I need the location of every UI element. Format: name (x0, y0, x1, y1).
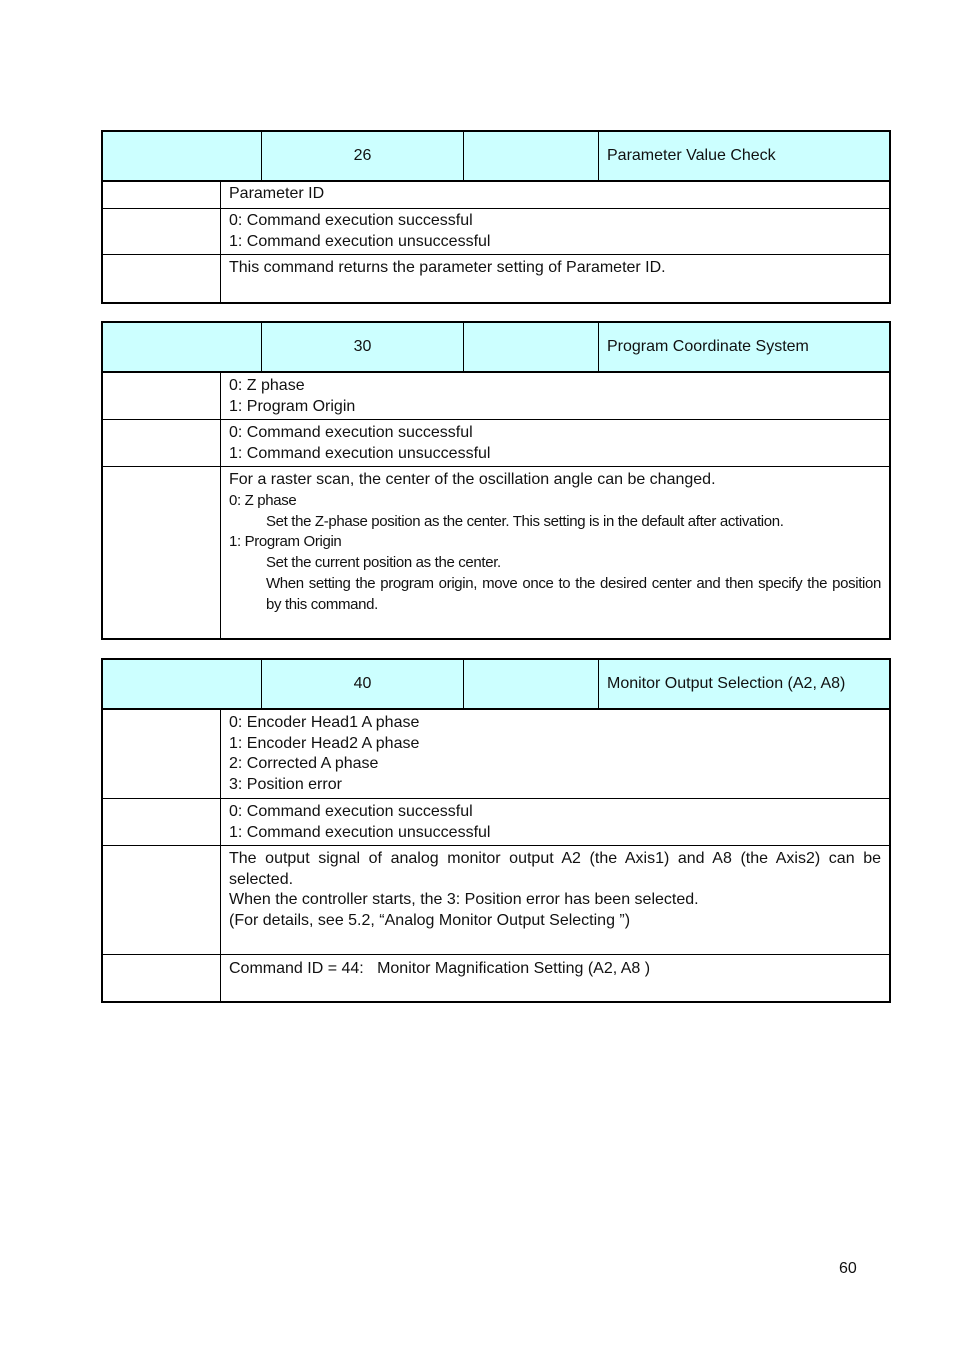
command-40-header (103, 660, 889, 709)
row-label (103, 710, 221, 798)
description-value (221, 255, 889, 302)
command-26-table (101, 130, 891, 304)
param-line: 1: Encoder Head2 A phase (229, 734, 420, 752)
header-label-cell (464, 132, 599, 180)
description-row (103, 466, 889, 638)
command-id: 26 (262, 132, 464, 180)
description-row (103, 254, 889, 302)
header-label-cell (464, 660, 599, 708)
param-line: 3: Position error (229, 775, 342, 793)
description-text: This command returns the parameter setting of Parameter ID. (229, 259, 666, 276)
return-line: 1: Command execution unsuccessful (229, 823, 491, 841)
param-line: Parameter ID (229, 185, 325, 202)
row-label (103, 846, 221, 954)
header-label-cell (103, 132, 262, 180)
param-value (221, 182, 889, 208)
return-value (221, 799, 889, 845)
return-value (221, 209, 889, 254)
param-value (221, 710, 889, 798)
description-value (221, 846, 889, 954)
return-row (103, 798, 889, 845)
description-text: (For details, see 5.2, “Analog Monitor Output Selecting ”) (229, 911, 631, 929)
row-label (103, 373, 221, 419)
row-label (103, 420, 221, 466)
param-row (103, 372, 889, 419)
command-26-header (103, 132, 889, 181)
header-label-cell (103, 660, 262, 708)
param-line: 0: Encoder Head1 A phase (229, 714, 420, 731)
description-text: When the controller starts, the 3: Position error has been selected. (229, 891, 699, 908)
command-40-table (101, 658, 891, 1003)
option-label: 0: Z phase (229, 491, 297, 509)
row-label (103, 209, 221, 254)
return-line: 1: Command execution unsuccessful (229, 232, 491, 250)
command-30-table (101, 321, 891, 640)
param-line: 1: Program Origin (229, 397, 356, 415)
row-label (103, 955, 221, 1001)
row-label (103, 182, 221, 208)
option-label: 1: Program Origin (229, 533, 342, 551)
command-30-header (103, 323, 889, 372)
header-label-cell (464, 323, 599, 371)
option-text: When setting the program origin, move once to the desired center and then specify the position by this command. (266, 574, 881, 613)
return-line: 0: Command execution successful (229, 803, 473, 820)
description-row (103, 845, 889, 954)
command-title: Monitor Output Selection (A2, A8) (607, 675, 846, 692)
param-value (221, 373, 889, 419)
related-text: Command ID = 44: Monitor Magnification Setting (A2, A8 ) (229, 960, 651, 977)
return-line: 0: Command execution successful (229, 424, 473, 441)
row-label (103, 799, 221, 845)
option-text: Set the current position as the center. (266, 554, 501, 572)
command-title: Parameter Value Check (607, 147, 776, 164)
command-id: 30 (262, 323, 464, 371)
param-row (103, 709, 889, 798)
command-id: 40 (262, 660, 464, 708)
header-label-cell (103, 323, 262, 371)
description-text: The output signal of analog monitor output A2 (the Axis1) and A8 (the Axis2) can be selected. (229, 850, 881, 888)
option-text: Set the Z-phase position as the center. This setting is in the default after activation. (266, 512, 784, 530)
description-text: For a raster scan, the center of the oscillation angle can be changed. (229, 471, 716, 488)
return-row (103, 208, 889, 254)
return-line: 0: Command execution successful (229, 212, 473, 229)
param-line: 2: Corrected A phase (229, 755, 379, 772)
param-row (103, 181, 889, 208)
param-line: 0: Z phase (229, 377, 305, 394)
return-line: 1: Command execution unsuccessful (229, 444, 491, 462)
row-label (103, 255, 221, 302)
related-value (221, 955, 889, 1001)
page-number: 60 (839, 1260, 857, 1277)
return-value (221, 420, 889, 466)
related-row (103, 954, 889, 1001)
row-label (103, 467, 221, 638)
command-title: Program Coordinate System (607, 338, 809, 355)
return-row (103, 419, 889, 466)
description-value (221, 467, 889, 638)
